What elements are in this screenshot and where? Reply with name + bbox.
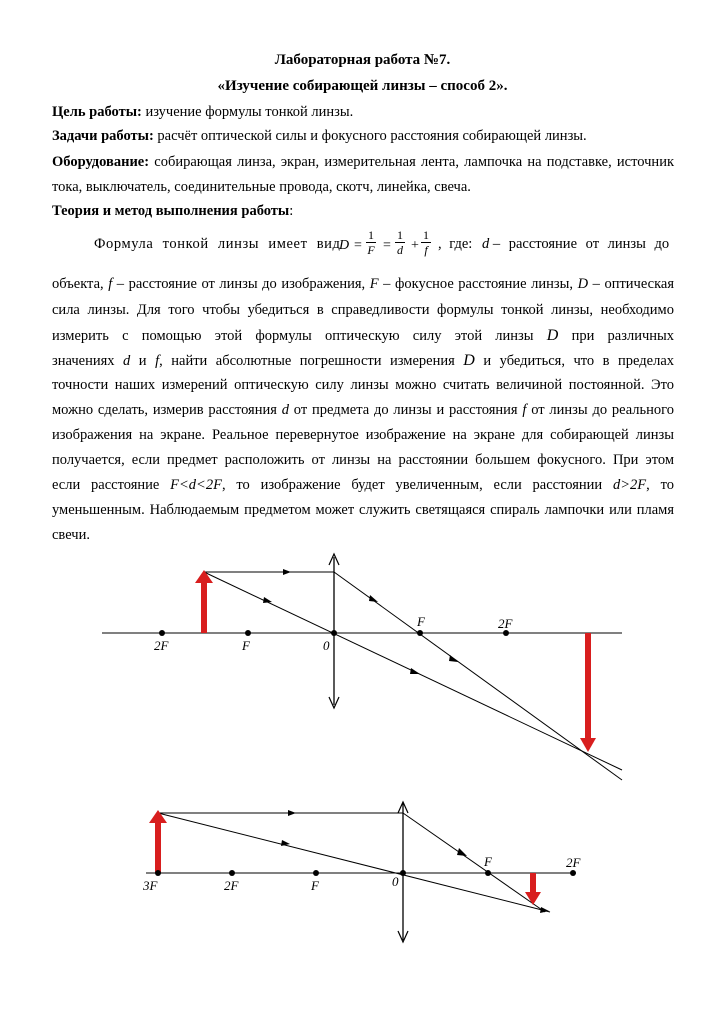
point-f-right-2 xyxy=(485,870,491,876)
p4-d: d xyxy=(123,353,131,369)
goal-label: Цель работы: xyxy=(52,104,142,120)
page-title: Лабораторная работа №7. xyxy=(274,52,451,68)
formula-tail xyxy=(438,236,674,253)
goal-text: изучение формулы тонкой линзы. xyxy=(141,104,354,120)
object-arrow xyxy=(201,582,207,633)
theory-label: Теория и метод выполнения работы xyxy=(52,203,290,219)
paragraph-line-10: уменьшенным. Наблюдаемым предметом может служить светящаяся спираль лампочки или пламя xyxy=(52,502,674,518)
lens-diagram-enlarged xyxy=(0,550,725,790)
p3-b: при различных xyxy=(571,328,675,344)
formula-equals-2: = xyxy=(383,238,391,253)
formula-D: D xyxy=(339,238,350,253)
image-arrow xyxy=(585,633,591,739)
paragraph-line-1 xyxy=(52,276,674,293)
formula-den-3: f xyxy=(424,243,428,257)
point-3f xyxy=(155,870,161,876)
thin-lens-formula xyxy=(339,228,439,268)
label-origin: 0 xyxy=(323,638,330,653)
p4-a: значениях xyxy=(52,353,124,369)
label-f-right-2: F xyxy=(484,854,492,869)
ray-arrow-3 xyxy=(369,595,378,602)
formula-num-2: 1 xyxy=(397,228,403,242)
formula-intro xyxy=(94,236,341,253)
object-arrow-2 xyxy=(155,822,161,873)
paragraph-line-3 xyxy=(52,327,674,345)
formula-den-1: F xyxy=(367,243,375,257)
image-arrowhead-2 xyxy=(525,892,541,905)
page-subtitle: «Изучение собирающей линзы – способ 2». xyxy=(217,78,508,94)
formula-equals-1: = xyxy=(354,238,362,253)
p9-a: если расстояние xyxy=(52,477,171,493)
ray2-arrow-3 xyxy=(457,848,467,856)
p6-a: можно сделать, измерив расстояния xyxy=(52,402,282,418)
paragraph-line-2: сила линзы. Для того чтобы убедиться в справедливости формулы тонкой линзы, необходимо xyxy=(52,302,674,318)
paragraph-line-5: точности наших измерений оптическую силу линзы можно считать величиной постоянной. Это xyxy=(52,377,674,393)
ray-arrow-5 xyxy=(410,668,420,674)
label-2f-right: 2F xyxy=(498,616,513,631)
paragraph-line-9 xyxy=(52,477,674,494)
point-f-left xyxy=(245,630,251,636)
object-arrowhead-2 xyxy=(149,810,167,823)
tasks-line xyxy=(52,128,674,145)
point-f-left-2 xyxy=(313,870,319,876)
ray-arrow-4 xyxy=(449,655,458,662)
formula-frac-2 xyxy=(395,228,405,258)
p4-f: f xyxy=(155,353,160,369)
p1-F: F xyxy=(369,276,379,292)
p9-cond2: d>2F xyxy=(613,477,647,493)
formula-frac-3 xyxy=(421,228,431,258)
label-2f-right-2: 2F xyxy=(566,855,581,870)
formula-num-1: 1 xyxy=(368,228,374,242)
paragraph-line-6 xyxy=(52,402,674,419)
label-3f: 3F xyxy=(143,878,158,893)
p6-c: от линзы до реального xyxy=(531,402,675,418)
point-2f-right-2 xyxy=(570,870,576,876)
p9-cond: F<d<2F xyxy=(170,477,222,493)
equipment-line-1 xyxy=(52,154,674,171)
formula-plus: + xyxy=(411,238,419,253)
formula-after: , где: xyxy=(438,236,473,252)
paragraph-line-8: получается, если предмет расположить от линзы на расстоянии большем фокусного. При этом xyxy=(52,452,674,468)
formula-d-symbol: d xyxy=(481,236,490,252)
equipment-line-2: тока, выключатель, соединительные провода, скотч, линейка, свеча. xyxy=(52,179,471,195)
ray-through-focus xyxy=(334,572,622,780)
ray-through-focus-2 xyxy=(403,813,545,912)
p1-f: f xyxy=(108,276,113,292)
p6-b: от предмета до линзы и расстояния xyxy=(288,402,518,418)
point-2f-left xyxy=(159,630,165,636)
label-2f-left-2: 2F xyxy=(224,878,239,893)
p6-f: f xyxy=(522,402,527,418)
p1-D: D xyxy=(577,276,589,292)
formula-tail-text: – расстояние от линзы до xyxy=(492,236,670,252)
point-origin-2 xyxy=(400,870,406,876)
lens-diagram-reduced xyxy=(0,800,725,950)
paragraph-line-7: изображения на экране. Реальное перевернутое изображение на экране для собирающей линзы xyxy=(52,427,674,443)
formula-den-2: d xyxy=(397,243,403,257)
point-origin xyxy=(331,630,337,636)
p4-u: и xyxy=(130,353,156,369)
p1-a: объекта, xyxy=(52,276,109,292)
equipment-text-1: собирающая линза, экран, измерительная лента, лампочка на подставке, источник xyxy=(149,154,674,170)
label-f-right: F xyxy=(417,614,425,629)
p9-c: , то xyxy=(646,477,674,493)
p4-b: , найти абсолютные погрешности измерения xyxy=(159,353,455,369)
image-arrowhead xyxy=(580,738,596,752)
tasks-label: Задачи работы: xyxy=(52,128,154,144)
p3-a: измерить с помощью этой формулы оптическую силу этой линзы xyxy=(52,328,534,344)
point-f-right xyxy=(417,630,423,636)
equipment-label: Оборудование: xyxy=(52,154,150,170)
ray2-arrow-1 xyxy=(288,810,296,816)
label-origin-2: 0 xyxy=(392,874,399,889)
label-f-left: F xyxy=(242,638,250,653)
p1-c: – фокусное расстояние линзы, xyxy=(378,276,578,292)
theory-heading xyxy=(52,203,674,220)
p1-d: – оптическая xyxy=(588,276,675,292)
p1-b: – расстояние от линзы до изображения, xyxy=(112,276,370,292)
formula-num-3: 1 xyxy=(423,228,429,242)
goal-line xyxy=(52,104,674,121)
image-arrow-2 xyxy=(530,873,536,893)
ray-arrow-1 xyxy=(283,569,291,575)
p4-c: и убедиться, что в пределах xyxy=(483,353,675,369)
point-2f-left-2 xyxy=(229,870,235,876)
theory-colon: : xyxy=(289,203,294,219)
label-2f-left: 2F xyxy=(154,638,169,653)
formula-frac-1 xyxy=(366,228,376,258)
label-f-left-2: F xyxy=(311,878,319,893)
tasks-text: расчёт оптической силы и фокусного расстояния собирающей линзы. xyxy=(153,128,587,144)
paragraph-line-4 xyxy=(52,352,674,370)
p6-d: d xyxy=(281,402,289,418)
formula-intro-text: Формула тонкой линзы имеет вид xyxy=(94,236,341,252)
p3-D: D xyxy=(546,327,559,344)
paragraph-line-11: свечи. xyxy=(52,527,90,543)
p4-D: D xyxy=(463,352,475,369)
p9-b: , то изображение будет увеличенным, если расстоянии xyxy=(221,477,603,493)
ray-arrow-2 xyxy=(263,597,272,603)
